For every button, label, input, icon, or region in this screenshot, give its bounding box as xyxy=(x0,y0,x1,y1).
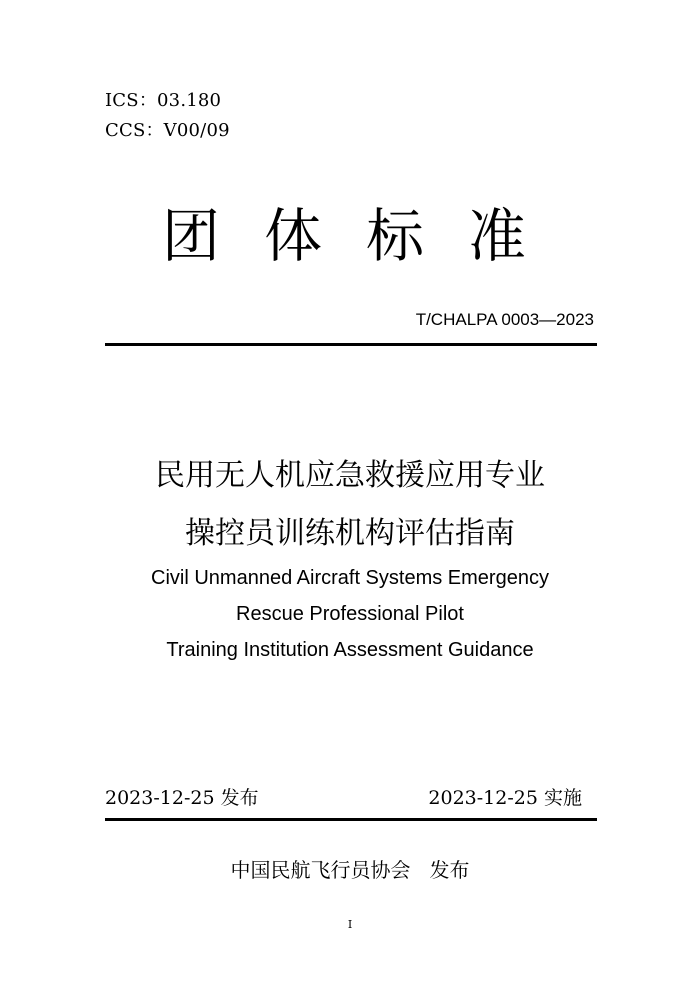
chinese-title-line-2: 操控员训练机构评估指南 xyxy=(185,516,515,551)
implementation-date: 2023-12-25 实施 xyxy=(428,787,582,809)
page-number: I xyxy=(347,918,353,931)
ics-code: ICS：03.180 xyxy=(105,90,222,111)
top-divider xyxy=(105,343,597,346)
bottom-divider xyxy=(105,818,597,821)
document-type-heading: 团体标准 xyxy=(161,202,570,270)
english-title-line-2: Rescue Professional Pilot xyxy=(236,603,464,625)
english-title-line-3: Training Institution Assessment Guidance xyxy=(166,639,534,661)
english-title-line-1: Civil Unmanned Aircraft Systems Emergency xyxy=(151,567,549,589)
ccs-code: CCS：V00/09 xyxy=(105,120,230,141)
publisher: 中国民航飞行员协会 发布 xyxy=(230,858,470,882)
publish-date: 2023-12-25 发布 xyxy=(105,787,259,809)
chinese-title-line-1: 民用无人机应急救援应用专业 xyxy=(155,458,545,493)
standard-number: T/CHALPA 0003—2023 xyxy=(415,310,594,329)
